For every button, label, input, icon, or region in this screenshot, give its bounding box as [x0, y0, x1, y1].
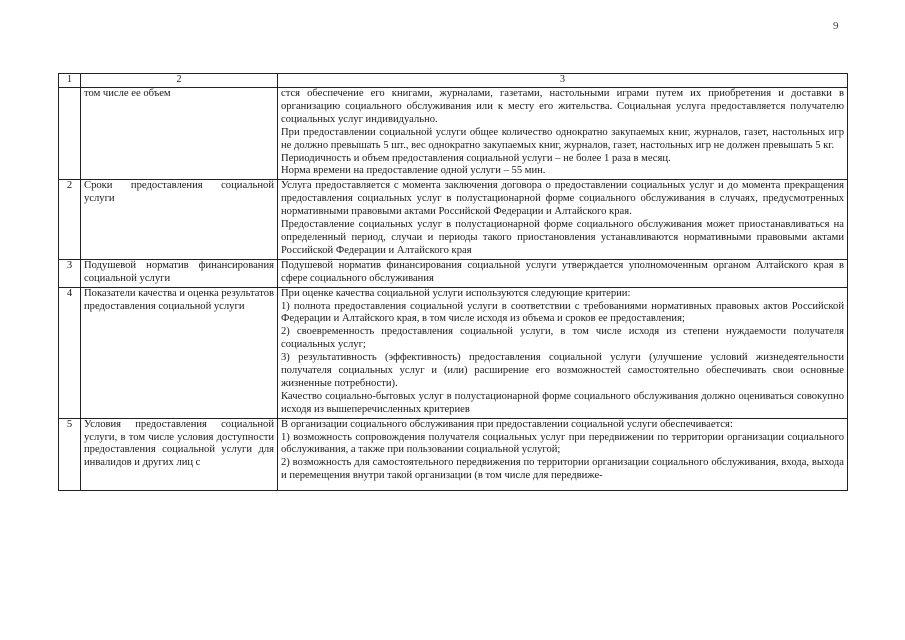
table-header-row	[59, 74, 848, 88]
description-paragraph: Качество социально-бытовых услуг в полустационарной форме социального обслуживания должно оцениваться совокупно исходя из вышеперечисленных критериев	[281, 390, 844, 415]
table-row	[59, 180, 848, 259]
row-description	[278, 287, 848, 418]
header-col-1: 1	[59, 74, 81, 88]
description-paragraph: стся обеспечение его книгами, журналами, газетами, настольными играми путем их приобретения и доставки в организацию социального обслуживания или к месту его жительства. Социальная услуга предоставляется получателю социальных услуг индивидуально.	[281, 88, 844, 125]
row-description-clip	[281, 419, 844, 489]
row-name: Показатели качества и оценка результатов предоставления социальной услуги	[81, 287, 278, 418]
table-row	[59, 287, 848, 418]
description-paragraph: 3) результативность (эффективность) предоставления социальной услуги (улучшение условий жизнедеятельности получателя социальных услуг и (или) расширение его возможностей самостоятельно обеспечивать свои основные жизненные потребности).	[281, 352, 844, 389]
description-paragraph: Предоставление социальных услуг в полустационарной форме социального обслуживания может приостанавливаться на определенный период, случаи и периоды такого приостановления устанавливаются нормативными правовыми актами Российской Федерации и Алтайского края	[281, 219, 844, 256]
header-col-2: 2	[81, 74, 278, 88]
row-name-text: Условия предоставления социальной услуги, в том числе условия доступности предоставления социальной услуги для инвалидов и других лиц с	[84, 418, 274, 469]
row-number	[59, 88, 81, 180]
services-table	[58, 73, 848, 491]
description-paragraph: 1) возможность сопровождения получателя социальных услуг при передвижении по территории организации социального обслуживания, а также при пользовании социальной услугой;	[281, 431, 844, 456]
description-paragraph: 2) своевременность предоставления социальной услуги, в том числе исходя из степени нуждаемости получателя социальных услуг;	[281, 326, 844, 351]
row-name: Подушевой норматив финансирования социальной услуги	[81, 259, 278, 287]
row-description	[278, 259, 848, 287]
description-paragraph: Норма времени на предоставление одной услуги – 55 мин.	[281, 165, 546, 177]
header-col-3: 3	[278, 74, 848, 88]
table-row	[59, 259, 848, 287]
table-row	[59, 418, 848, 490]
row-name: Сроки предоставления социальной услуги	[81, 180, 278, 259]
row-description	[278, 180, 848, 259]
description-paragraph: Периодичность и объем предоставления социальной услуги – не более 1 раза в месяц.	[281, 152, 671, 164]
table-row	[59, 88, 848, 180]
row-number: 3	[59, 259, 81, 287]
page-number: 9	[833, 20, 839, 32]
description-paragraph: 1) полнота предоставления социальной услуги в соответствии с требованиями нормативных правовых актов Российской Федерации и Алтайского края, в том числе исходя из объема и сроков ее предоставления;	[281, 300, 844, 325]
row-number: 4	[59, 287, 81, 418]
description-paragraph: Подушевой норматив финансирования социальной услуги утверждается уполномоченным органом Алтайского края в сфере социального обслуживания	[281, 259, 844, 284]
description-paragraph: При предоставлении социальной услуги общее количество однократно закупаемых книг, журналов, газет, настольных игр не должно превышать 5 шт., вес однократно закупаемых книг, журналов, газет, настольных игр не должен превышать 5 кг.	[281, 126, 844, 151]
row-name	[81, 418, 278, 490]
description-paragraph: В организации социального обслуживания при предоставлении социальной услуги обеспечивается:	[281, 418, 733, 430]
row-description	[278, 88, 848, 180]
description-paragraph: При оценке качества социальной услуги используются следующие критерии:	[281, 287, 631, 299]
description-paragraph: Услуга предоставляется с момента заключения договора о предоставлении социальных услуг и до момента прекращения предоставления социальных услуг в полустационарной форме социального обслуживания в случаях, предусмотренных нормативными правовыми актами Российской Федерации и Алтайского края.	[281, 180, 844, 218]
row-description	[278, 418, 848, 490]
row-number: 5	[59, 418, 81, 490]
description-paragraph: 2) возможность для самостоятельного передвижения по территории организации социального обслуживания, входа, выхода и перемещения внутри такой организации (в том числе для передвиже-	[281, 457, 844, 482]
row-name: том числе ее объем	[81, 88, 278, 180]
row-number: 2	[59, 180, 81, 259]
